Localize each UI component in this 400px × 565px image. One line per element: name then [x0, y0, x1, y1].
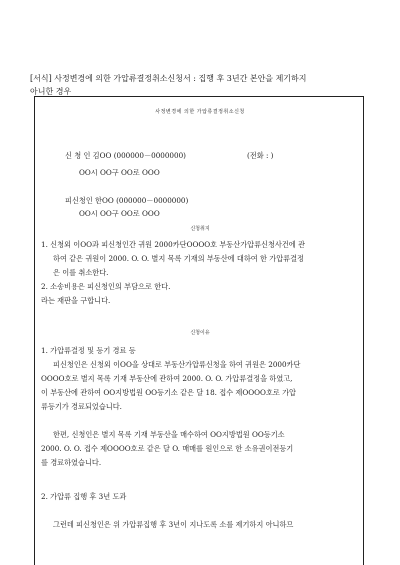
document-box: [34, 96, 364, 565]
applicant-phone: (전화 : ): [247, 151, 274, 160]
reasons-para-1-line-3: 이 부동산에 관하여 OO지방법원 OO등기소 같은 달 18. 접수 제OOOO호로 가압: [41, 388, 296, 397]
applicant-label: 신 청 인 김OO (000000－0000000): [65, 151, 186, 160]
reasons-heading: 신청이유: [190, 330, 210, 336]
reasons-para-1-line-1: 피신청인은 신청외 이OO을 상대로 부동산가압류신청을 하여 귀원은 2000카단: [53, 360, 301, 369]
form-heading-line-2: 아니한 경우: [30, 87, 72, 96]
reasons-para-2-line-3: 를 경료하였습니다.: [41, 458, 102, 467]
applicant-address: OO시 OO구 OO로 OOO: [79, 168, 160, 177]
document-title: 사정변경에 의한 가압류결정취소신청: [155, 109, 245, 115]
purpose-item-1-line-3: 은 이를 취소한다.: [53, 268, 109, 277]
reasons-para-3-line-1: 그런데 피신청인은 위 가압류집행 후 3년이 지나도록 소를 제기하지 아니하므: [53, 520, 294, 529]
purpose-item-1-line-1: 1. 신청외 이OO과 피신청인간 귀원 2000카단OOOO호 부동산가압류신청사건에 관: [41, 240, 305, 249]
reasons-para-2-line-2: 2000. O. O. 접수 제OOOO호로 같은 달 O. 매매를 원인으로 한 소유권이전등기: [41, 444, 294, 453]
respondent-address: OO시 OO구 OO로 OOO: [79, 209, 160, 218]
purpose-item-2: 2. 소송비용은 피신청인의 부담으로 한다.: [41, 282, 171, 291]
reasons-section-2-title: 2. 가압류 집행 후 3년 도과: [41, 492, 127, 501]
purpose-item-1-line-2: 하여 같은 귀원이 2000. O. O. 별지 목록 기재의 부동산에 대하여 한 가압류결정: [53, 254, 304, 263]
respondent-label: 피신청인 한OO (000000－0000000): [65, 196, 189, 205]
purpose-heading: 신청취지: [190, 226, 210, 232]
purpose-closing: 라는 재판을 구합니다.: [41, 296, 111, 305]
form-heading-line-1: [서식] 사정변경에 의한 가압류결정취소신청서 : 집행 후 3년간 본안을 제기하지: [30, 74, 307, 83]
reasons-section-1-title: 1. 가압류결정 및 등기 경료 등: [41, 346, 136, 355]
reasons-para-1-line-4: 류등기가 경료되었습니다.: [41, 402, 122, 411]
reasons-para-1-line-2: OOOO호로 별지 목록 기재 부동산에 관하여 2000. O. O. 가압류결정을 하였고,: [41, 374, 293, 383]
form-heading: [30, 72, 375, 98]
reasons-para-2-line-1: 한편, 신청인은 별지 목록 기재 부동산을 매수하여 OO지방법원 OO등기소: [53, 430, 285, 439]
